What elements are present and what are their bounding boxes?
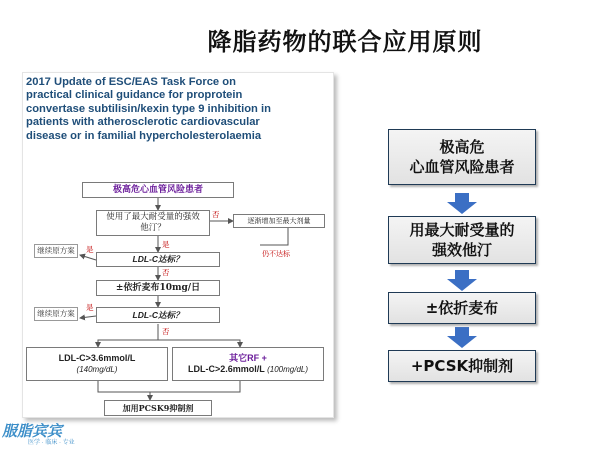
flow-label-no: 否 — [162, 327, 170, 336]
summary-step-pcsk9: +PCSK抑制剂 — [388, 350, 536, 382]
summary-step-risk: 极高危 心血管风险患者 — [388, 129, 536, 185]
flow-label-yes: 是 — [86, 303, 94, 312]
condition-text: 其它RF + — [229, 353, 267, 363]
flow-continue-box: 继续原方案 — [34, 244, 78, 258]
paper-title-line: practical clinical guidance for proprotein — [26, 89, 243, 102]
flow-continue-box: 继续原方案 — [34, 307, 78, 321]
summary-step-statin: 用最大耐受量的 强效他汀 — [388, 216, 536, 264]
flow-label-yes: 是 — [86, 245, 94, 254]
summary-arrow — [447, 270, 477, 291]
paper-title-line: convertase subtilisin/kexin type 9 inhibition in — [26, 102, 271, 115]
condition-text: (100mg/dL) — [267, 365, 309, 374]
condition-text: LDL-C>3.6mmol/L — [58, 353, 136, 363]
flow-condition-right — [172, 347, 324, 381]
paper-title-line: patients with atherosclerotic cardiovascular — [26, 116, 260, 129]
summary-arrow — [447, 193, 477, 214]
logo-subtext: 医学 · 临床 · 专业 — [28, 440, 75, 446]
flow-question-ldl-2: LDL-C达标？ — [96, 307, 220, 323]
condition-text: LDL-C>2.6mmol/L — [187, 364, 265, 374]
flow-fail-note: 仍不达标 — [262, 250, 290, 258]
paper-title-line: 2017 Update of ESC/EAS Task Force on — [26, 76, 236, 88]
summary-arrow — [447, 327, 477, 348]
flow-final-box: 加用PCSK9抑制剂 — [104, 400, 212, 416]
paper-title-line: disease or in familial hypercholesterolaemia — [26, 129, 262, 142]
slide-title: 降脂药物的联合应用原则 — [207, 28, 483, 56]
flow-question-ldl-1: LDL-C达标？ — [96, 252, 220, 267]
condition-text — [188, 364, 308, 375]
flow-titrate-box: 逐渐增加至最大剂量 — [233, 214, 325, 228]
flow-label-no: 否 — [162, 268, 170, 277]
summary-step-ezetimibe: ±依折麦布 — [388, 292, 536, 324]
logo-text: 服脂宾宾 — [2, 423, 63, 440]
brand-logo — [2, 420, 162, 448]
flow-question-statin: 使用了最大耐受量的强效他汀？ — [96, 210, 210, 236]
flow-label-yes: 是 — [162, 240, 170, 249]
flow-ezetimibe-box: ±依折麦布10mg/日 — [96, 280, 220, 296]
condition-text: (140mg/dL) — [76, 365, 118, 374]
flow-label-no: 否 — [212, 210, 220, 219]
flow-condition-left — [26, 347, 168, 381]
flow-start-box: 极高危心血管风险患者 — [82, 182, 234, 198]
